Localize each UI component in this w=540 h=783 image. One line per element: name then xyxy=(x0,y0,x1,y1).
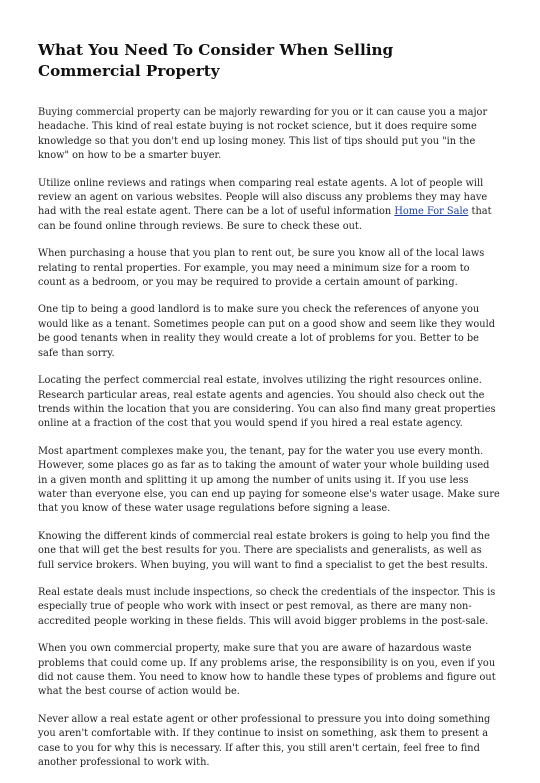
paragraph-8: Real estate deals must include inspections, so check the credentials of the inspector. This is especially true of people who work with insect or pest removal, as there are many non-accredited people working in these fields. This will avoid bigger problems in the post-sale. xyxy=(38,586,496,627)
paragraph-5: Locating the perfect commercial real estate, involves utilizing the right resources online. Research particular areas, real estate agents and agencies. You should also check out the trends within the location that you are considering. You can also find many great properties online at a fraction of the cost that you would spend if you hired a real estate agency. xyxy=(38,375,496,430)
paragraph-3: When purchasing a house that you plan to rent out, be sure you know all of the local laws relating to rental properties. For example, you may need a minimum size for a room to count as a bedroom, or you may be required to provide a certain amount of parking. xyxy=(38,248,485,289)
paragraph-4: One tip to being a good landlord is to make sure you check the references of anyone you would like as a tenant. Sometimes people can put on a good show and seem like they would be good tenants when in reality they would create a lot of problems for you. Better to be safe than sorry. xyxy=(38,304,496,359)
paragraph-2-text-after: that can be found online through reviews. Be sure to check these out. xyxy=(38,206,492,232)
paragraph-10: Never allow a real estate agent or other professional to pressure you into doing something you aren't comfortable with. If they continue to insist on something, ask them to present a case to you for why this is necessary. If after this, you still aren't certain, feel free to find another professional to work with. xyxy=(38,713,491,769)
home-for-sale-link[interactable]: Home For Sale xyxy=(394,206,469,218)
article-body xyxy=(38,106,500,783)
paragraph-7: Knowing the different kinds of commercial real estate brokers is going to help you find the one that will get the best results for you. There are specialists and generalists, as well as full service brokers. When buying, you will want to find a specialist to get the best results. xyxy=(38,530,490,571)
paragraph-9: When you own commercial property, make sure that you are aware of hazardous waste problems that could come up. If any problems arise, the responsibility is on you, even if you did not cause them. You need to know how to handle these types of problems and figure out what the best course of action would be. xyxy=(38,643,496,698)
paragraph-6: Most apartment complexes make you, the tenant, pay for the water you use every month. However, some places go as far as to taking the amount of water your whole building used in a given month and splitting it up among the number of units using it. If you use less water than everyone else, you can end up paying for someone else's water usage. Make sure that you know of these water usage regulations before signing a lease. xyxy=(38,445,500,515)
article-title: What You Need To Consider When Selling Commercial Property xyxy=(38,41,394,80)
paragraph-1: Buying commercial property can be majorly rewarding for you or it can cause you a major headache. This kind of real estate buying is not rocket science, but it does require some knowledge so that you don't end up losing money. This list of tips should put you "in the know" on how to be a smarter buyer. xyxy=(38,107,488,162)
paragraph-2-text-before: Utilize online reviews and ratings when comparing real estate agents. A lot of people will review an agent on various websites. People will also discuss any problems they may have had with the real estate agent. There can be a lot of useful information xyxy=(38,177,488,218)
paragraph-2 xyxy=(38,177,500,235)
